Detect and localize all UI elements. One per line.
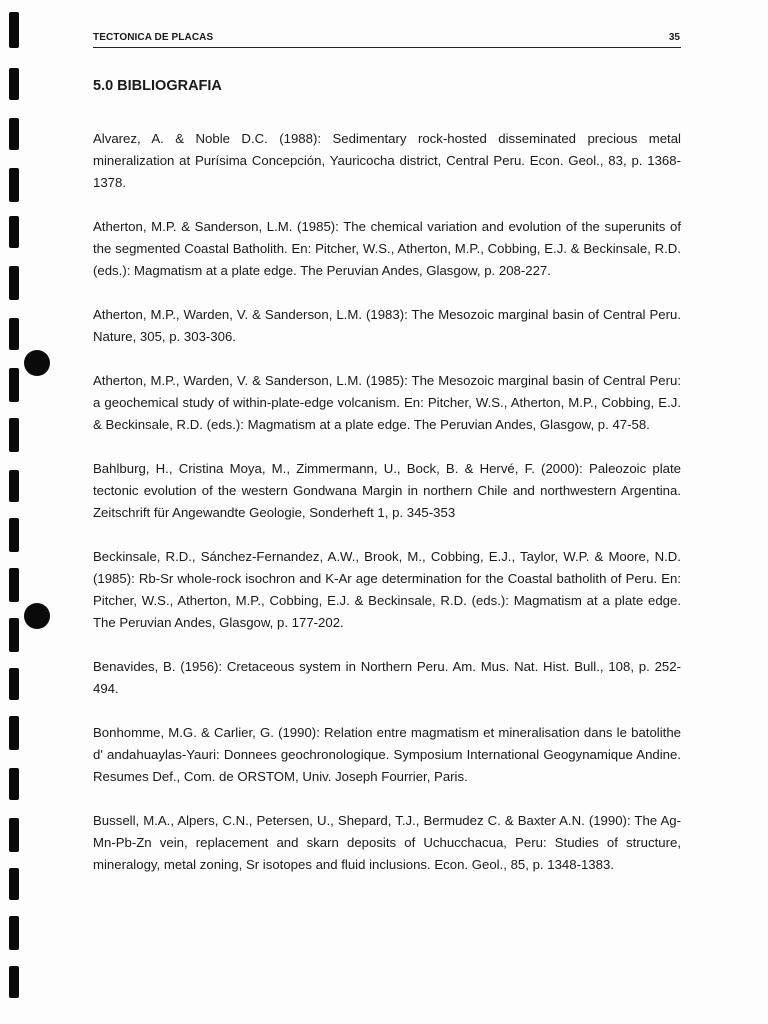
page-header [93,31,681,48]
bibliography-list [93,128,681,898]
binding-mark [9,266,19,300]
reference-entry: Alvarez, A. & Noble D.C. (1988): Sedimentary rock-hosted disseminated precious metal mineralization at Purísima Concepción, Yauricocha district, Central Peru. Econ. Geol., 83, p. 1368-1378. [93,131,681,190]
section-title: 5.0 BIBLIOGRAFIA [93,78,222,94]
binding-mark [9,668,19,700]
reference-entry: Atherton, M.P., Warden, V. & Sanderson, L.M. (1983): The Mesozoic marginal basin of Central Peru. Nature, 305, p. 303-306. [93,307,681,344]
binding-mark [9,418,19,452]
punch-hole [24,603,50,629]
binding-mark [9,868,19,900]
binding-mark [9,68,19,100]
running-title: TECTONICA DE PLACAS [93,32,214,43]
reference-entry: Bonhomme, M.G. & Carlier, G. (1990): Relation entre magmatism et mineralisation dans le batolithe d' andahuaylas-Yauri: Donnees geochronologique. Symposium International Geogynamique Andine. Resumes Def., Com. de ORSTOM, Univ. Joseph Fourrier, Paris. [93,725,681,784]
punch-hole [24,350,50,376]
binding-mark [9,12,19,48]
reference-entry: Beckinsale, R.D., Sánchez-Fernandez, A.W., Brook, M., Cobbing, E.J., Taylor, W.P. & Moore, N.D. (1985): Rb-Sr whole-rock isochron and K-Ar age determination for the Coastal batholith of Peru. En: Pitcher, W.S., Atherton, M.P., Cobbing, E.J. & Beckinsale, R.D. (eds.): Magmatism at a plate edge. The Peruvian Andes, Glasgow, p. 177-202. [93,549,681,630]
reference-entry: Bahlburg, H., Cristina Moya, M., Zimmermann, U., Bock, B. & Hervé, F. (2000): Paleozoic plate tectonic evolution of the western Gondwana Margin in northern Chile and northwestern Argentina. Zeitschrift für Angewandte Geologie, Sonderheft 1, p. 345-353 [93,461,681,520]
reference-entry: Benavides, B. (1956): Cretaceous system in Northern Peru. Am. Mus. Nat. Hist. Bull., 108, p. 252-494. [93,659,681,696]
binding-mark [9,168,19,202]
reference-entry: Atherton, M.P., Warden, V. & Sanderson, L.M. (1985): The Mesozoic marginal basin of Central Peru: a geochemical study of within-plate-edge volcanism. En: Pitcher, W.S., Atherton, M.P., Cobbing, E.J. & Beckinsale, R.D. (eds.): Magmatism at a plate edge. The Peruvian Andes, Glasgow, p. 47-58. [93,373,681,432]
binding-mark [9,818,19,852]
page-number: 35 [668,32,680,43]
reference-entry: Bussell, M.A., Alpers, C.N., Petersen, U., Shepard, T.J., Bermudez C. & Baxter A.N. (1990): The Ag-Mn-Pb-Zn vein, replacement and skarn deposits of Uchucchacua, Peru: Studies of structure, mineralogy, metal zoning, Sr isotopes and fluid inclusions. Econ. Geol., 85, p. 1348-1383. [93,813,681,872]
binding-mark [9,768,19,800]
binding-mark [9,118,19,150]
binding-mark [9,216,19,248]
binding-mark [9,618,19,652]
binding-mark [9,368,19,402]
binding-mark [9,916,19,950]
binding-mark [9,318,19,350]
binding-mark [9,966,19,998]
binding-mark [9,716,19,750]
binding-mark [9,518,19,552]
binding-mark [9,470,19,502]
reference-entry: Atherton, M.P. & Sanderson, L.M. (1985): The chemical variation and evolution of the superunits of the segmented Coastal Batholith. En: Pitcher, W.S., Atherton, M.P., Cobbing, E.J. & Beckinsale, R.D. (eds.): Magmatism at a plate edge. The Peruvian Andes, Glasgow, p. 208-227. [93,219,681,278]
binding-mark [9,568,19,602]
